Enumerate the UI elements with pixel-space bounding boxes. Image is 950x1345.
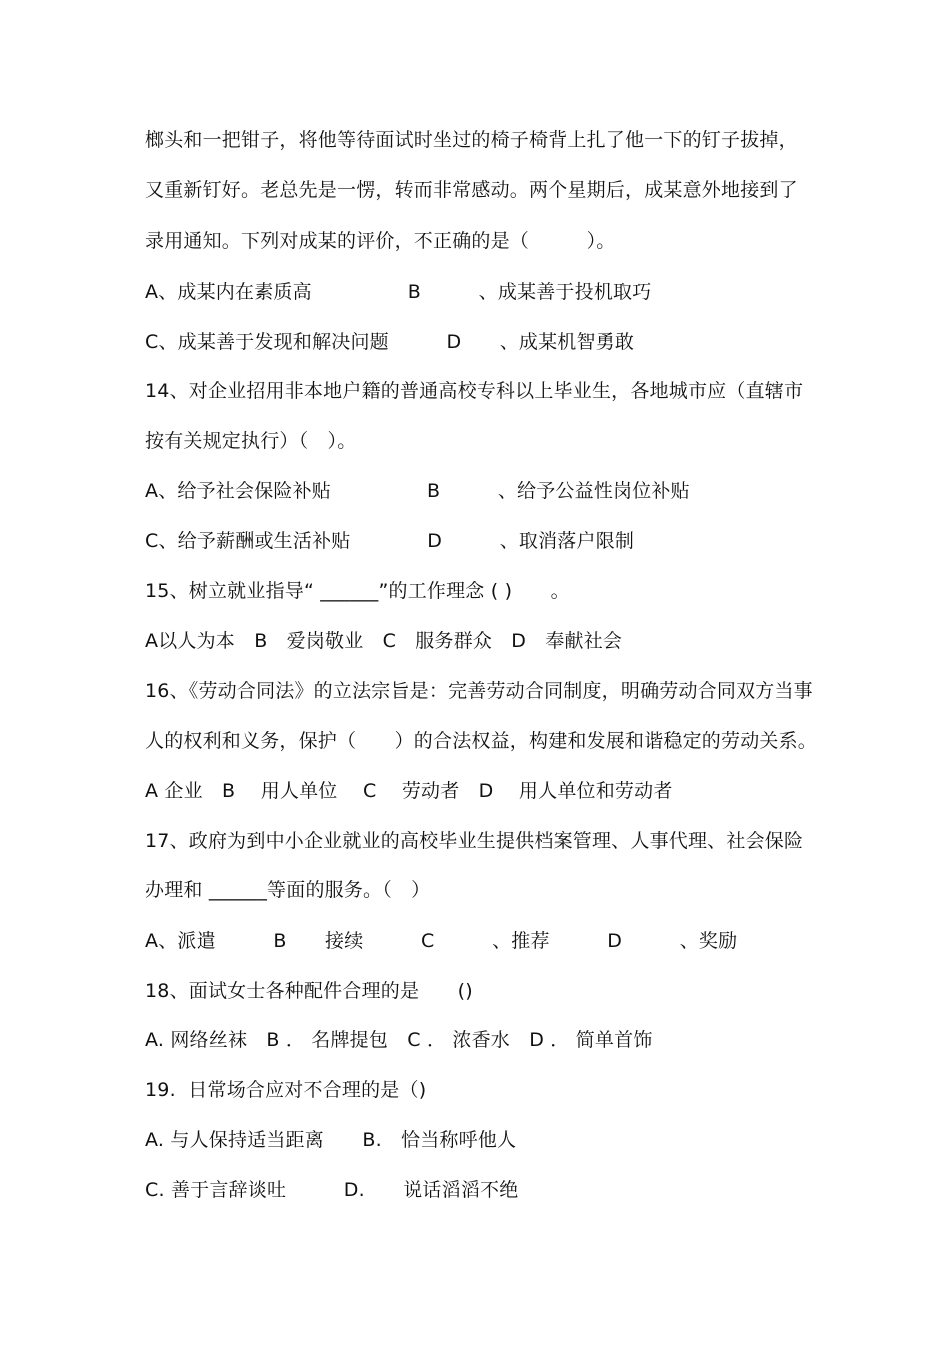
question-13-stem: 录用通知。下列对成某的评价，不正确的是（ ）。 [145,230,616,252]
question-15-stem: 15、树立就业指导“ ______”的工作理念 ( ) 。 [145,580,570,602]
question-13-options-cd: C、成某善于发现和解决问题 D 、成某机智勇敢 [145,331,635,353]
question-14-options-cd: C、给予薪酬或生活补贴 D 、取消落户限制 [145,530,635,552]
question-14-stem-line-2: 按有关规定执行）（ ）。 [145,430,357,452]
question-19-stem: 19. 日常场合应对不合理的是（) [145,1079,427,1101]
question-18-options: A. 网络丝袜 B ． 名牌提包 C ． 浓香水 D ． 简单首饰 [145,1029,653,1051]
question-16-stem-line-2: 人的权利和义务，保护（ ）的合法权益，构建和发展和谐稳定的劳动关系。 [145,730,818,752]
question-18-stem: 18、面试女士各种配件合理的是 () [145,980,473,1002]
question-15-options: A以人为本 B 爱岗敬业 C 服务群众 D 奉献社会 [145,630,623,652]
question-13-options-ab: A、成某内在素质高 B 、成某善于投机取巧 [145,281,652,303]
question-17-options: A、派遣 B 接续 C 、推荐 D 、奖励 [145,930,738,952]
question-14-options-ab: A、给予社会保险补贴 B 、给予公益性岗位补贴 [145,480,690,502]
question-19-options-ab: A. 与人保持适当距离 B. 恰当称呼他人 [145,1129,517,1151]
question-16-options: A 企业 B 用人单位 C 劳动者 D 用人单位和劳动者 [145,780,673,802]
question-19-options-cd: C. 善于言辞谈吐 D. 说话滔滔不绝 [145,1179,519,1201]
passage-line-1: 榔头和一把钳子，将他等待面试时坐过的椅子椅背上扎了他一下的钉子拔掉， [145,129,798,151]
passage-line-2: 又重新钉好。老总先是一愣，转而非常感动。两个星期后，成某意外地接到了 [145,179,798,201]
question-16-stem-line-1: 16、《劳动合同法》的立法宗旨是：完善劳动合同制度，明确劳动合同双方当事 [145,680,813,702]
question-17-stem-line-1: 17、政府为到中小企业就业的高校毕业生提供档案管理、人事代理、社会保险 [145,830,804,852]
question-14-stem-line-1: 14、对企业招用非本地户籍的普通高校专科以上毕业生，各地城市应（直辖市 [145,380,804,402]
question-17-stem-line-2: 办理和 ______等面的服务。（ ） [145,879,431,901]
